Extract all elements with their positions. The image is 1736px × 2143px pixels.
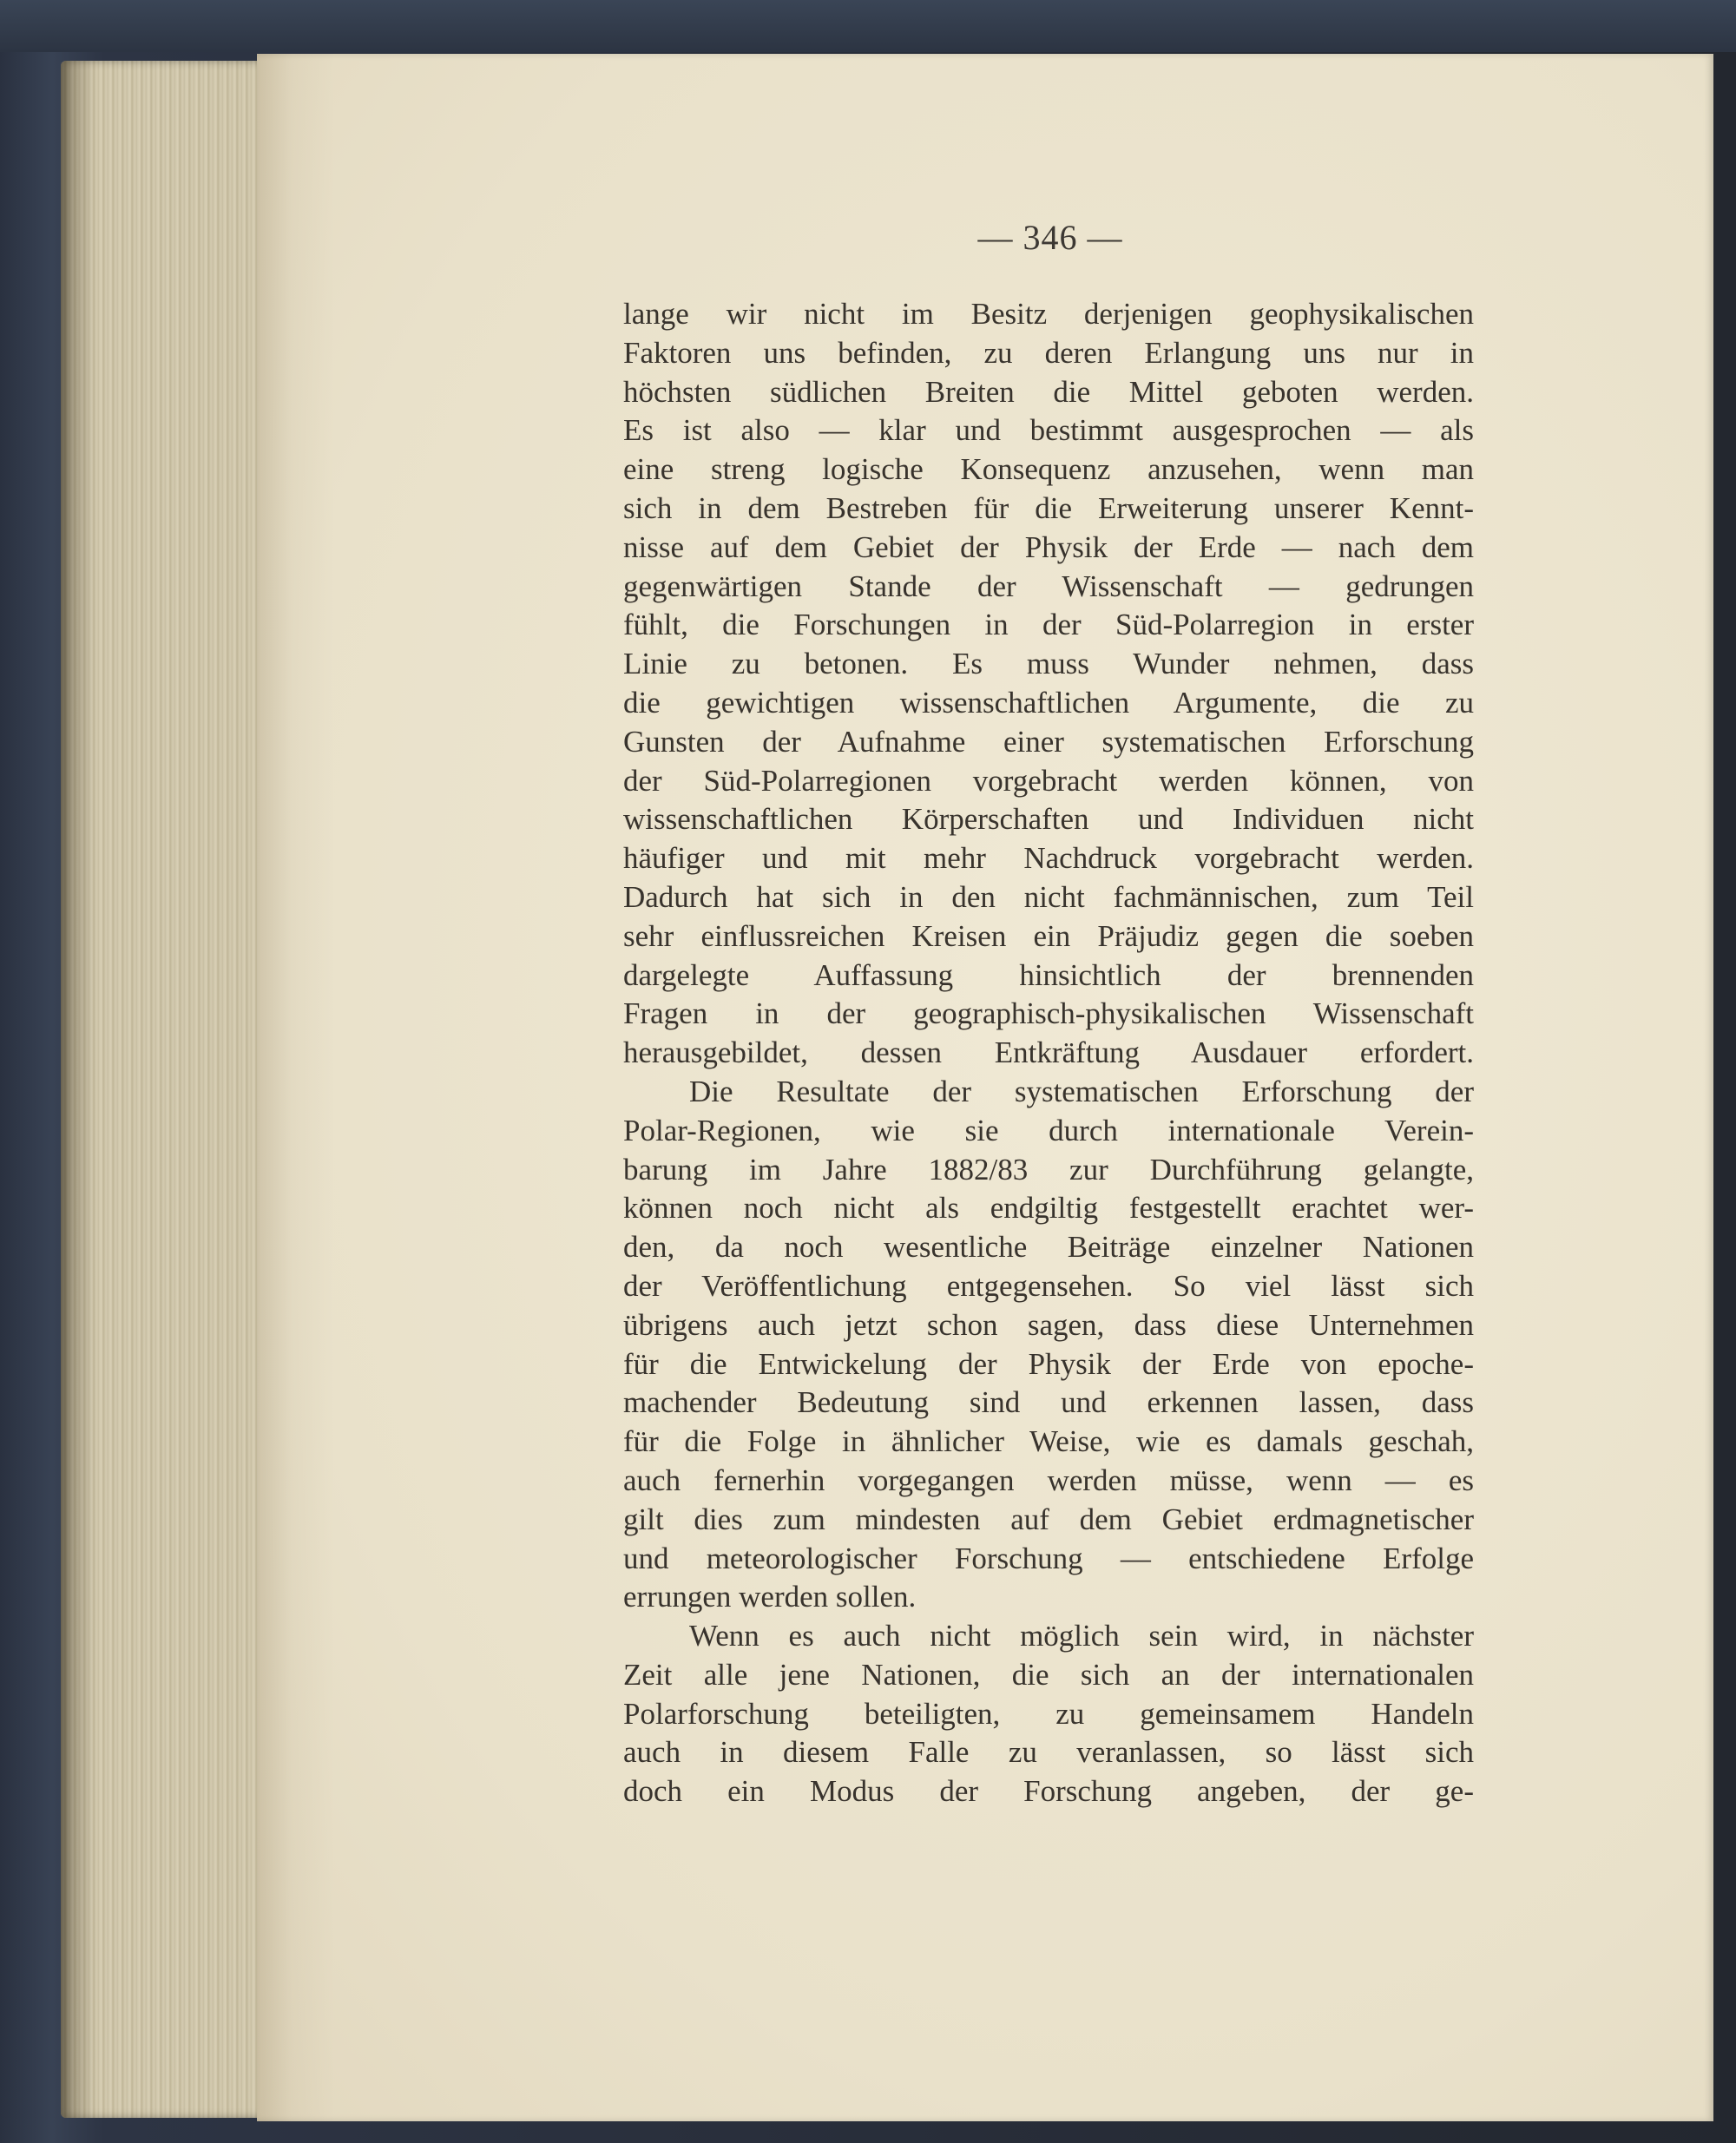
page-number: — 346 — — [977, 218, 1123, 257]
page-body-text — [623, 295, 1474, 1811]
text-line: der Veröffentlichung entgegensehen. So viel lässt sich — [623, 1268, 1474, 1303]
text-line: können noch nicht als endgiltig festgestellt erachtet wer- — [623, 1191, 1474, 1226]
text-line: Gunsten der Aufnahme einer systematischen Erforschung — [623, 724, 1474, 759]
text-line: die gewichtigen wissenschaftlichen Argumente, die zu — [623, 685, 1474, 720]
text-line: nisse auf dem Gebiet der Physik der Erde — nach dem — [623, 529, 1474, 564]
text-line: machender Bedeutung sind und erkennen lassen, dass — [623, 1385, 1474, 1420]
page-stack-shadow — [61, 61, 95, 2118]
text-line: dargelegte Auffassung hinsichtlich der brennenden — [623, 957, 1474, 992]
text-line: eine streng logische Konsequenz anzusehen, wenn man — [623, 452, 1474, 487]
text-line: Faktoren uns befinden, zu deren Erlangung uns nur in — [623, 335, 1474, 370]
text-line: Es ist also — klar und bestimmt ausgesprochen — als — [623, 413, 1474, 448]
text-line: der Süd-Polarregionen vorgebracht werden können, von — [623, 763, 1474, 798]
text-line: Dadurch hat sich in den nicht fachmännischen, zum Teil — [623, 879, 1474, 914]
paragraph-first-line: Wenn es auch nicht möglich sein wird, in nächster — [689, 1619, 1474, 1653]
paragraph-last-line: errungen werden sollen. — [623, 1580, 917, 1614]
text-line: Polar-Regionen, wie sie durch internationale Verein- — [623, 1113, 1474, 1147]
text-line: für die Folge in ähnlicher Weise, wie es damals geschah, — [623, 1424, 1474, 1459]
text-line: höchsten südlichen Breiten die Mittel geboten werden. — [623, 374, 1474, 409]
text-line: auch fernerhin vorgegangen werden müsse, wenn — es — [623, 1463, 1474, 1497]
text-line: und meteorologischer Forschung — entschiedene Erfolge — [623, 1541, 1474, 1575]
text-line: Linie zu betonen. Es muss Wunder nehmen, dass — [623, 647, 1474, 681]
text-line: auch in diesem Falle zu veranlassen, so lässt sich — [623, 1735, 1474, 1770]
text-line: barung im Jahre 1882/83 zur Durchführung gelangte, — [623, 1152, 1474, 1187]
text-line: herausgebildet, dessen Entkräftung Ausdauer erfordert. — [623, 1035, 1474, 1070]
text-line: für die Entwickelung der Physik der Erde von epoche- — [623, 1346, 1474, 1381]
text-line: wissenschaftlichen Körperschaften und Individuen nicht — [623, 802, 1474, 837]
text-line: Polarforschung beteiligten, zu gemeinsamem Handeln — [623, 1696, 1474, 1731]
text-line: doch ein Modus der Forschung angeben, der ge- — [623, 1774, 1474, 1809]
text-line: sich in dem Bestreben für die Erweiterung unserer Kennt- — [623, 490, 1474, 525]
text-line: lange wir nicht im Besitz derjenigen geophysikalischen — [623, 297, 1474, 331]
paragraph-first-line: Die Resultate der systematischen Erforschung der — [689, 1074, 1474, 1108]
text-line: fühlt, die Forschungen in der Süd-Polarregion in erster — [623, 608, 1474, 642]
text-line: Zeit alle jene Nationen, die sich an der internationalen — [623, 1657, 1474, 1692]
text-line: übrigens auch jetzt schon sagen, dass diese Unternehmen — [623, 1307, 1474, 1342]
text-line: Fragen in der geographisch-physikalischen Wissenschaft — [623, 996, 1474, 1031]
book-cover-top-edge — [0, 0, 1736, 52]
text-line: häufiger und mit mehr Nachdruck vorgebracht werden. — [623, 841, 1474, 876]
text-line: gilt dies zum mindesten auf dem Gebiet erdmagnetischer — [623, 1502, 1474, 1536]
text-line: den, da noch wesentliche Beiträge einzelner Nationen — [623, 1230, 1474, 1265]
text-line: sehr einflussreichen Kreisen ein Präjudiz gegen die soeben — [623, 918, 1474, 953]
text-line: gegenwärtigen Stande der Wissenschaft — gedrungen — [623, 569, 1474, 603]
